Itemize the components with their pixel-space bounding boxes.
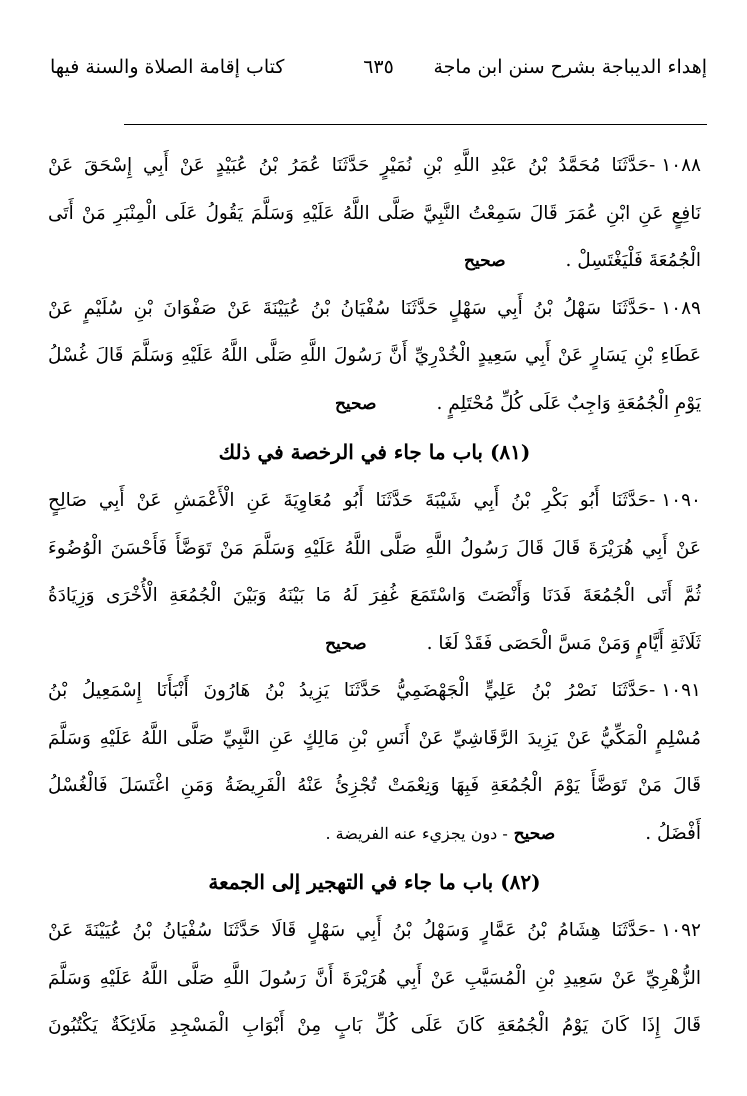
hadith-number: ١٠٨٩ — [661, 297, 701, 319]
header-rule — [124, 124, 707, 125]
text-line — [48, 620, 701, 668]
grade-label: صحيح — [513, 823, 556, 844]
hadith-number: ١٠٩١ — [661, 680, 701, 701]
hadith-text: ثَلَاثَةِ أَيَّامٍ وَمَنْ مَسَّ الْحَصَى فَقَدْ لَغَا . — [426, 632, 701, 654]
text-line — [48, 667, 701, 715]
text-line: قَالَ مَنْ تَوَضَّأَ يَوْمَ الْجُمُعَةِ فَبِهَا وَنِعْمَتْ تُجْزِئُ عَنْهُ الْفَرِيضَةُ وَمَنِ اغْتَسَلَ فَالْغُسْلُ — [48, 775, 701, 796]
text-line: ثُمَّ أَتَى الْجُمُعَةَ فَدَنَا وَأَنْصَتَ وَاسْتَمَعَ غُفِرَ لَهُ مَا بَيْنَهُ وَبَيْنَ الْجُمُعَةِ الْأُخْرَى وَزِيَادَةُ — [48, 585, 701, 606]
text-line — [48, 477, 701, 525]
hadith-1090 — [48, 477, 701, 667]
text-line — [48, 810, 701, 858]
page-number: ٦٣٥ — [363, 56, 394, 78]
text-line: مُسْلِمٍ الْمَكِّيُّ عَنْ يَزِيدَ الرَّقَاشِيِّ عَنْ أَنَسِ بْنِ مَالِكٍ عَنِ النَّبِيِّ صَلَّى اللَّهُ عَلَيْهِ وَسَلَّمَ — [48, 727, 701, 749]
hadith-number: ١٠٩٢ — [661, 920, 701, 941]
text-line: نَافِعٍ عَنِ ابْنِ عُمَرَ قَالَ سَمِعْتُ النَّبِيَّ صَلَّى اللَّهُ عَلَيْهِ وَسَلَّمَ يَقُولُ عَلَى الْمِنْبَرِ مَنْ أَتَى — [48, 202, 701, 224]
hadith-text: -حَدَّثَنَا سَهْلُ بْنُ أَبِي سَهْلٍ حَدَّثَنَا سُفْيَانُ بْنُ عُيَيْنَةَ عَنْ صَفْوَانَ بْنِ سُلَيْمٍ عَنْ — [48, 297, 656, 319]
page-content — [48, 142, 701, 1050]
text-line: الزُّهْرِيِّ عَنْ سَعِيدِ بْنِ الْمُسَيَّبِ عَنْ أَبِي هُرَيْرَةَ أَنَّ رَسُولَ اللَّهِ صَلَّى اللَّهُ عَلَيْهِ وَسَلَّمَ — [48, 967, 701, 989]
text-line — [48, 237, 701, 285]
hadith-text: -حَدَّثَنَا مُحَمَّدُ بْنُ عَبْدِ اللَّهِ بْنِ نُمَيْرٍ حَدَّثَنَا عُمَرُ بْنُ عُبَيْدٍ عَنْ أَبِي إِسْحَقَ عَنْ — [48, 155, 656, 176]
hadith-1088 — [48, 142, 701, 285]
text-line — [48, 380, 701, 428]
hadith-text: يَوْمِ الْجُمُعَةِ وَاجِبٌ عَلَى كُلِّ مُحْتَلِمٍ . — [436, 392, 701, 414]
page-header — [50, 56, 707, 88]
hadith-text: -حَدَّثَنَا أَبُو بَكْرِ بْنُ أَبِي شَيْبَةَ حَدَّثَنَا أَبُو مُعَاوِيَةَ عَنِ الْأَعْمَشِ عَنْ أَبِي صَالِحٍ — [48, 490, 656, 511]
grade-note: - دون يجزيء عنه الفريضة . — [325, 823, 508, 843]
text-line: عَطَاءِ بْنِ يَسَارٍ عَنْ أَبِي سَعِيدٍ الْخُدْرِيِّ أَنَّ رَسُولَ اللَّهِ صَلَّى اللَّهُ عَلَيْهِ وَسَلَّمَ قَالَ غُسْلُ — [48, 345, 701, 366]
hadith-1089 — [48, 285, 701, 428]
book-title: إهداء الديباجة بشرح سنن ابن ماجة — [433, 56, 707, 78]
chapter-heading-81: (٨١) باب ما جاء في الرخصة في ذلك — [218, 440, 531, 464]
text-line — [48, 907, 701, 955]
hadith-text: أَفْضَلُ . — [645, 822, 701, 844]
hadith-number: ١٠٩٠ — [661, 490, 701, 511]
hadith-text: -حَدَّثَنَا نَصْرُ بْنُ عَلِيٍّ الْجَهْضَمِيُّ حَدَّثَنَا يَزِيدُ بْنُ هَارُونَ أَنْبَأَنَا إِسْمَعِيلُ بْنُ — [48, 680, 656, 701]
hadith-1092 — [48, 907, 701, 1050]
text-line: عَنْ أَبِي هُرَيْرَةَ قَالَ قَالَ رَسُولُ اللَّهِ صَلَّى اللَّهُ عَلَيْهِ وَسَلَّمَ مَنْ تَوَضَّأَ فَأَحْسَنَ الْوُضُوءَ — [48, 537, 701, 559]
hadith-1091 — [48, 667, 701, 857]
chapter-title: كتاب إقامة الصلاة والسنة فيها — [50, 56, 285, 78]
text-line — [48, 142, 701, 190]
text-line: قَالَ إِذَا كَانَ يَوْمُ الْجُمُعَةِ كَانَ عَلَى كُلِّ بَابٍ مِنْ أَبْوَابِ الْمَسْجِدِ مَلَائِكَةٌ يَكْتُبُونَ — [48, 1015, 701, 1036]
hadith-number: ١٠٨٨ — [661, 155, 701, 176]
grade-label: صحيح — [464, 251, 506, 271]
chapter-heading-82: (٨٢) باب ما جاء في التهجير إلى الجمعة — [208, 870, 541, 894]
hadith-text: الْجُمُعَةَ فَلْيَغْتَسِلْ . — [565, 250, 701, 271]
hadith-text: -حَدَّثَنَا هِشَامُ بْنُ عَمَّارٍ وَسَهْلُ بْنُ أَبِي سَهْلٍ قَالَا حَدَّثَنَا سُفْيَانُ بْنُ عُيَيْنَةَ عَنْ — [48, 920, 656, 941]
grade-label: صحيح — [325, 633, 367, 654]
grade-label: صحيح — [334, 393, 377, 414]
text-line — [48, 285, 701, 333]
